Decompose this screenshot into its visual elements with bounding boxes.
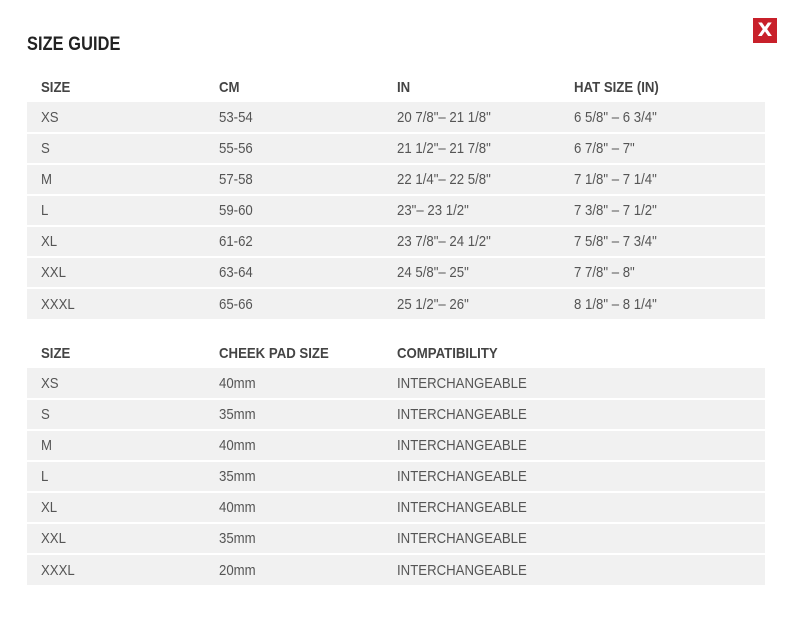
cell-in: 22 1/4"– 22 5/8" [383, 164, 560, 195]
modal-title: SIZE GUIDE [27, 34, 121, 55]
header-size: SIZE [41, 345, 71, 362]
cell-compatibility: INTERCHANGEABLE [383, 461, 560, 492]
cell-cheek-pad-size: 35mm [205, 523, 383, 554]
cell-size: S [27, 399, 205, 430]
table-header-row [27, 337, 765, 368]
cell-size: XL [27, 492, 205, 523]
cell-empty [560, 430, 765, 461]
cell-cm: 65-66 [205, 288, 383, 319]
table-row [27, 102, 765, 133]
cell-size: XXXL [27, 554, 205, 585]
cell-size: M [27, 430, 205, 461]
cell-cm: 61-62 [205, 226, 383, 257]
header-size: SIZE [41, 79, 71, 96]
table-header-row [27, 71, 765, 102]
cell-hat-size: 7 5/8" – 7 3/4" [560, 226, 765, 257]
cell-hat-size: 6 7/8" – 7" [560, 133, 765, 164]
cell-cm: 53-54 [219, 108, 253, 126]
table-row [27, 368, 765, 399]
cheek-pad-table [27, 337, 765, 585]
cell-size: XS [41, 108, 59, 126]
table-row [27, 523, 765, 554]
cell-in: 21 1/2"– 21 7/8" [383, 133, 560, 164]
cell-compatibility: INTERCHANGEABLE [383, 492, 560, 523]
cell-in: 25 1/2"– 26" [383, 288, 560, 319]
cell-in: 23"– 23 1/2" [383, 195, 560, 226]
table-row [27, 461, 765, 492]
cell-compatibility: INTERCHANGEABLE [383, 399, 560, 430]
cell-empty [560, 523, 765, 554]
cell-in: 23 7/8"– 24 1/2" [383, 226, 560, 257]
cell-cheek-pad-size: 40mm [205, 430, 383, 461]
cell-size: XL [27, 226, 205, 257]
header-in: IN [397, 79, 411, 96]
cell-in: 20 7/8"– 21 1/8" [397, 108, 491, 126]
table-row [27, 492, 765, 523]
cell-size: S [27, 133, 205, 164]
cell-cheek-pad-size: 35mm [205, 461, 383, 492]
cell-cheek-pad-size: 40mm [219, 374, 256, 392]
cell-cheek-pad-size: 20mm [205, 554, 383, 585]
cell-cheek-pad-size: 35mm [205, 399, 383, 430]
cell-size: XXL [27, 523, 205, 554]
cell-hat-size: 8 1/8" – 8 1/4" [560, 288, 765, 319]
table-row [27, 554, 765, 585]
cell-hat-size: 7 7/8" – 8" [560, 257, 765, 288]
cell-cm: 63-64 [205, 257, 383, 288]
cell-empty [560, 554, 765, 585]
table-row [27, 430, 765, 461]
cell-hat-size: 7 3/8" – 7 1/2" [560, 195, 765, 226]
cell-cm: 59-60 [205, 195, 383, 226]
cell-size: XXXL [27, 288, 205, 319]
header-empty [560, 337, 765, 368]
table-row [27, 399, 765, 430]
table-row [27, 195, 765, 226]
header-hat-size: HAT SIZE (IN) [574, 79, 659, 96]
table-row [27, 226, 765, 257]
table-row [27, 164, 765, 195]
cell-hat-size: 7 1/8" – 7 1/4" [560, 164, 765, 195]
header-compatibility: COMPATIBILITY [397, 345, 498, 362]
cell-compatibility: INTERCHANGEABLE [383, 430, 560, 461]
header-cm: CM [219, 79, 240, 96]
cell-size: M [27, 164, 205, 195]
size-measurements-table [27, 71, 765, 319]
table-row [27, 288, 765, 319]
cell-empty [560, 368, 765, 399]
cell-compatibility: INTERCHANGEABLE [383, 523, 560, 554]
cell-hat-size: 6 5/8" – 6 3/4" [574, 108, 657, 126]
cell-empty [560, 461, 765, 492]
table-row [27, 133, 765, 164]
cell-compatibility: INTERCHANGEABLE [383, 554, 560, 585]
cell-cm: 57-58 [205, 164, 383, 195]
table-row [27, 257, 765, 288]
cell-cm: 55-56 [205, 133, 383, 164]
cell-size: L [27, 461, 205, 492]
cell-cheek-pad-size: 40mm [205, 492, 383, 523]
cell-empty [560, 399, 765, 430]
cell-compatibility: INTERCHANGEABLE [397, 374, 527, 392]
cell-size: XS [41, 374, 59, 392]
cell-in: 24 5/8"– 25" [383, 257, 560, 288]
cell-size: L [27, 195, 205, 226]
cell-empty [560, 492, 765, 523]
cell-size: XXL [27, 257, 205, 288]
header-cheek-pad-size: CHEEK PAD SIZE [219, 345, 329, 362]
close-button[interactable]: X [753, 18, 777, 43]
